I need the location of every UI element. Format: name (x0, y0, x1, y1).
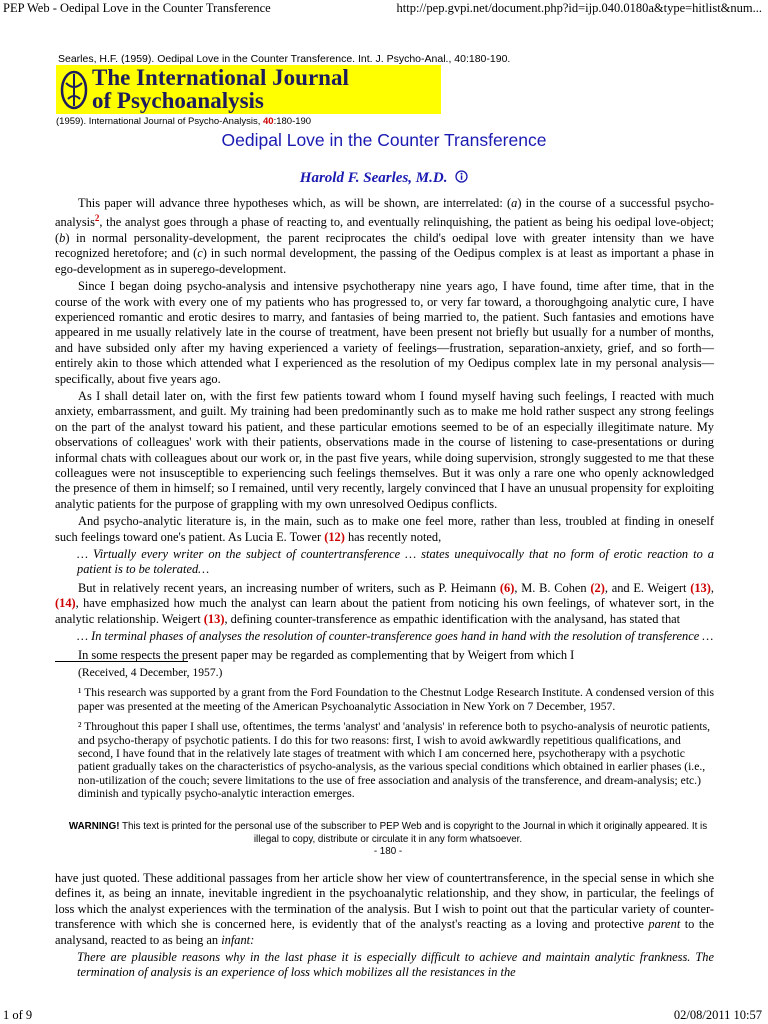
page-title-header: PEP Web - Oedipal Love in the Counter Transference (3, 1, 271, 15)
reference-link[interactable]: (2) (590, 580, 605, 595)
footnote-1: ¹ This research was supported by a grant from the Ford Foundation to the Chestnut Lodge Research Institute. A condensed version of this paper was presented at the meeting of the American Psychoanalytic Association in New York on 7 December, 1957. (78, 686, 714, 713)
page-marker: - 180 - (373, 846, 403, 858)
reference-link[interactable]: (12) (324, 529, 345, 544)
footnote-2: ² Throughout this paper I shall use, oftentimes, the terms 'analyst' and 'analysis' in reference both to psycho-analysis of neurotic patients, and psycho-therapy of psychotic patients. I do this for two reasons: first, I wish to avoid awkwardly repetitious qualifications, and second, I have found that in the relatively late stages of treatment with which I am concerned here, psychotherapy with a psychotic patient gradually takes on the characteristics of psycho-analysis, as the various special conditions which obtained in earlier phases (i.e., non-utilization of the couch; severe limitations to the use of free association and analysis of the transference, and dream-analysis; etc.) diminish and typically psycho-analytic interaction emerges. (78, 720, 711, 801)
block-quote: There are plausible reasons why in the last phase it is especially difficult to achieve and maintain analytic frankness. The termination of analysis is an experience of loss which mobilizes all the resistances in the (77, 950, 714, 980)
paragraph-4: And psycho-analytic literature is, in the main, such as to make one feel more, rather than less, troubled at finding in oneself such feelings toward one's patient. As Lucia E. Tower (12) has recently noted, (55, 514, 714, 544)
journal-logo-line2: of Psychoanalysis (92, 88, 264, 113)
paragraph-3: As I shall detail later on, with the first few patients toward whom I found myself having such feelings, I reacted with much anxiety, embarrassment, and guilt. My training had been predominantly such as to make me hold rather suspect any strong feelings on the part of the analyst toward his patient, and these particular emotions seemed to be of an especially illegitimate nature. My observations of colleagues' work with their patients, observations made in the course of listening to case-presentations or during informal chats with colleagues about our work or, in the past five years, while doing supervision, strongly suggested to me that these colleagues were not insusceptible to experiencing such feelings themselves. But it was only a rare one who openly acknowledged the presence of them in himself; so I remained, until very recently, largely convinced that I have an unusual propensity for exploiting analytic patients for the purpose of grappling with my own unresolved Oedipus conflicts. (55, 389, 714, 511)
received-date: (Received, 4 December, 1957.) (78, 666, 223, 679)
journal-logo[interactable] (56, 65, 441, 114)
paragraph-1: This paper will advance three hypotheses which, as will be shown, are interrelated: (a) in the course of a successful psycho-analysis$^2$, the analyst goes through a phase of reacting to, and eventually relinquishing, the patient as being his oedipal love-object; (b) in normal personality-development, the parent reciprocates the child's oedipal love with greater intensity than we have recognized heretofore; and (c) in such normal development, the passing of the Oedipus complex is at least as important a phase in ego-development as in superego-development. (55, 196, 714, 276)
browser-header (0, 0, 768, 16)
copyright-warning (58, 821, 718, 859)
paragraph-5: But in relatively recent years, an increasing number of writers, such as P. Heimann (6), M. B. Cohen (2), and E. Weigert (13), (14), have emphasized how much the analyst can learn about the patient from noticing his own feelings, of whatever sort, in the analytic relationship. Weigert (13), defining counter-transference as empathic identification with the analysand, has stated that (55, 580, 714, 626)
reference-link[interactable]: (13) (203, 611, 225, 626)
paragraph-6: In some respects the present paper may be regarded as complementing that by Weigert from which I (78, 647, 575, 662)
footnote-ref-2[interactable]: 2 (94, 213, 100, 224)
print-datetime: 02/08/2011 10:57 (673, 1008, 762, 1022)
page-url[interactable]: http://pep.gvpi.net/document.php?id=ijp.040.0180a&type=hitlist&num... (396, 1, 762, 15)
reference-link[interactable]: (13) (690, 580, 711, 595)
issue-pages: :180-190 (273, 116, 312, 127)
issue-prefix: (1959). International Journal of Psycho-Analysis, (56, 116, 263, 127)
footnote-divider (55, 661, 188, 662)
page-count: 1 of 9 (3, 1008, 33, 1022)
paragraph-2: Since I began doing psycho-analysis and intensive psychotherapy nine years ago, I have found, time after time, that in the course of the work with every one of my patients who has progressed to, or very far toward, a thoroughgoing analytic cure, I have experienced romantic and erotic desires to marry, and fantasies of being married to, the patient. Such fantasies and emotions have appeared in me usually relatively late in the course of treatment, have been present not briefly but usually for a number of months, and have subsided only after my having experienced a variety of feelings—frustration, separation-anxiety, grief, and so forth—entirely akin to those which attended what I experienced as the resolution of my Oedipus complex late in my personal analysis—specifically, about five years ago. (55, 279, 714, 386)
info-icon[interactable] (455, 170, 468, 183)
article-body (55, 196, 714, 665)
citation-line: Searles, H.F. (1959). Oedipal Love in the Counter Transference. Int. J. Psycho-Anal., 40:180-190. (58, 53, 511, 65)
journal-emblem-icon (59, 69, 89, 111)
reference-link[interactable]: (6) (499, 580, 515, 595)
volume-link[interactable]: 40 (263, 116, 274, 127)
reference-link[interactable]: (14) (55, 596, 76, 611)
author-name[interactable]: Harold F. Searles, M.D. (299, 170, 448, 186)
article-title: Oedipal Love in the Counter Transference (221, 130, 547, 150)
journal-logo-line1: The International Journal (92, 65, 349, 90)
block-quote: … Virtually every writer on the subject of countertransference … states unequivocally that no form of erotic reaction to a patient is to be tolerated… (77, 547, 714, 577)
footnotes (78, 666, 714, 808)
block-quote: … In terminal phases of analyses the resolution of counter-transference goes hand in hand with the resolution of transference … (77, 629, 714, 644)
paragraph-continued: have just quoted. These additional passages from her article show her view of countertransference, in the special sense in which she defines it, as being an innate, inevitable ingredient in the psychoanalytic relationship, and they show, in particular, the feelings of loss which the analyst experiences with the termination of the analysis. But I wish to point out that the particular variety of counter-transference with which she is concerned here, is evidently that of the analyst's reacting as a loving and protective parent to the analysand, reacted to as being an infant: (55, 871, 714, 947)
warning-label: WARNING! (68, 821, 120, 832)
warning-text: This text is printed for the personal use of the subscriber to PEP Web and is copyright to the Journal in which it originally appeared. It is illegal to copy, distribute or circulate it in any form whatsoever. (119, 821, 708, 845)
browser-footer (0, 1006, 768, 1024)
author-line (0, 170, 768, 187)
article-body-continued (55, 871, 714, 981)
issue-line (56, 116, 311, 127)
